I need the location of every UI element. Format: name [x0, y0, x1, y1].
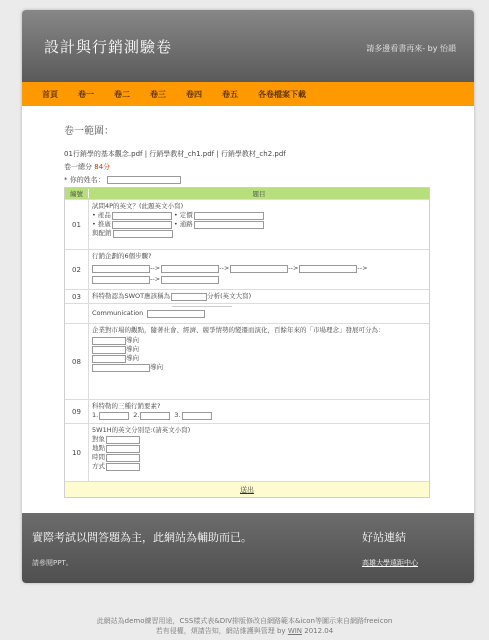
question-body — [89, 424, 429, 481]
page-container — [22, 10, 474, 583]
q1-input-place[interactable] — [194, 221, 264, 229]
q1-label-promotion: • 推廣 — [92, 220, 111, 228]
header-no: 編號 — [65, 189, 89, 198]
q1-input-price[interactable] — [194, 212, 264, 220]
question-prompt: 試問4P的英文？(此題英文小寫) — [92, 202, 184, 210]
table-row — [65, 249, 429, 289]
submit-button[interactable]: 送出 — [240, 485, 254, 494]
q1-label-price: • 定價 — [173, 211, 193, 219]
q2-step-1[interactable] — [92, 265, 150, 273]
q10-input-3[interactable] — [106, 454, 140, 462]
footer-line-2 — [0, 626, 489, 636]
footer-line-1: 此網站為demo練習用途，CSS樣式表&DIV排版修改自網路範本&icon等圖示來自網路freeicon — [96, 617, 393, 625]
q8-suffix: 導向 — [126, 345, 139, 353]
footer-line-2a: 若有侵權，煩請告知，網站維護與管理 by — [155, 627, 288, 635]
nav-vol2[interactable]: 卷二 — [114, 89, 130, 99]
file-link-3[interactable]: 行銷學教材_ch2.pdf — [220, 150, 286, 158]
question-no: 10 — [65, 424, 89, 481]
q1-label-product: • 產品 — [92, 211, 111, 219]
question-body — [89, 304, 429, 323]
nav-vol4[interactable]: 卷四 — [186, 89, 202, 99]
q2-step-2[interactable] — [161, 265, 219, 273]
q8-input-3[interactable] — [92, 355, 126, 363]
q2-step-3[interactable] — [230, 265, 288, 273]
footer-line-2c: 2012.04 — [302, 627, 334, 635]
q3-prompt-b: 分析(英文大寫) — [207, 292, 252, 300]
q10-input-2[interactable] — [106, 445, 140, 453]
question-prompt: 行銷企劃的6個步驟? — [92, 252, 152, 260]
q3-input[interactable] — [171, 293, 207, 301]
q3-prompt-a: 科特勒認為SWOT應該稱為 — [92, 292, 171, 300]
q9-label-3: 3. — [174, 411, 181, 419]
question-prompt: 科特勒的三種行銷要素? — [92, 402, 161, 410]
q10-label-1: 對象 — [92, 435, 105, 443]
arrow-text: --> — [357, 264, 368, 272]
header-question: 題目 — [252, 190, 266, 198]
quiz-table — [64, 187, 430, 498]
nav-downloads[interactable]: 各卷檔案下載 — [258, 89, 306, 99]
main-content — [22, 106, 474, 518]
arrow-text: --> — [219, 264, 230, 272]
q8-suffix: 導向 — [150, 363, 163, 371]
main-nav — [22, 82, 474, 106]
score-label: 卷一總分 — [64, 163, 92, 171]
nav-vol5[interactable]: 卷五 — [222, 89, 238, 99]
nav-home[interactable]: 首頁 — [42, 89, 58, 99]
question-body — [89, 200, 429, 249]
q1-label-place: • 通路 — [173, 220, 193, 228]
q10-input-1[interactable] — [106, 436, 140, 444]
question-no — [65, 304, 89, 323]
bottom-ppt-note: 請參閱PPT。 — [32, 559, 73, 567]
question-body — [89, 400, 429, 423]
submit-row — [65, 481, 429, 497]
q2-step-4[interactable] — [299, 265, 357, 273]
q8-suffix: 導向 — [126, 354, 139, 362]
footer-author-link[interactable]: WIN — [287, 627, 303, 635]
q9-label-1: 1. — [92, 411, 99, 419]
page-footer — [0, 616, 489, 636]
comm-label: Communication — [92, 309, 144, 317]
link-nuk-distance[interactable]: 高雄大學遠距中心 — [362, 559, 418, 567]
question-prompt: 企業對市場的觀點，隨著社會、經濟、競爭情勢的變遷而演化，百餘年來的「市場理念」發展可分為： — [92, 326, 385, 334]
site-header — [22, 10, 474, 82]
q2-step-6[interactable] — [161, 276, 219, 284]
q9-input-3[interactable] — [182, 412, 212, 420]
question-body — [89, 324, 429, 399]
table-header — [65, 188, 429, 199]
q1-input-distribution[interactable] — [113, 230, 173, 238]
question-prompt: 5W1H的英文分別是:(請英文小寫) — [92, 426, 191, 434]
q9-input-1[interactable] — [99, 412, 129, 420]
q9-label-2: 2. — [133, 411, 140, 419]
arrow-text: --> — [150, 275, 161, 283]
score-value: 84分 — [94, 163, 111, 171]
score-line — [64, 162, 430, 172]
question-no: 09 — [65, 400, 89, 423]
arrow-text: --> — [288, 264, 299, 272]
table-row — [65, 303, 429, 323]
question-body — [89, 250, 429, 289]
q8-input-4[interactable] — [92, 364, 150, 372]
arrow-text: --> — [150, 264, 161, 272]
q1-input-promotion[interactable] — [112, 221, 172, 229]
question-no: 02 — [65, 250, 89, 289]
nav-vol3[interactable]: 卷三 — [150, 89, 166, 99]
q10-label-2: 地點 — [92, 444, 105, 452]
divider — [172, 306, 232, 307]
question-no: 03 — [65, 290, 89, 303]
q8-input-1[interactable] — [92, 337, 126, 345]
q8-input-2[interactable] — [92, 346, 126, 354]
q10-label-4: 方式 — [92, 462, 105, 470]
bottom-slogan: 實際考試以問答題為主，此網站為輔助而已。 — [32, 531, 252, 544]
q10-input-4[interactable] — [106, 463, 140, 471]
bottom-banner — [22, 513, 474, 583]
name-row — [64, 175, 430, 185]
file-link-1[interactable]: 01行銷學的基本觀念.pdf — [64, 150, 143, 158]
question-no: 01 — [65, 200, 89, 249]
name-label: * 你的姓名： — [64, 176, 105, 184]
q10-label-3: 時間 — [92, 453, 105, 461]
site-subtitle: 請多邊看書再來- by 怡韻 — [366, 44, 456, 53]
file-link-2[interactable]: 行銷學教材_ch1.pdf — [149, 150, 215, 158]
question-no: 08 — [65, 324, 89, 399]
q1-label-distribution: 與配銷 — [92, 229, 112, 237]
links-title: 好站連結 — [362, 531, 406, 544]
nav-vol1[interactable]: 卷一 — [78, 89, 94, 99]
file-links: 01行銷學的基本觀念.pdf | 行銷學教材_ch1.pdf | 行銷學教材_ch2.pdf — [64, 150, 286, 158]
section-title: 卷一範圍： — [64, 126, 114, 137]
name-input[interactable] — [107, 176, 181, 184]
table-row — [65, 289, 429, 303]
q2-step-5[interactable] — [92, 276, 150, 284]
q9-input-2[interactable] — [140, 412, 170, 420]
q1-input-product[interactable] — [112, 212, 172, 220]
table-row — [65, 323, 429, 399]
table-row — [65, 423, 429, 481]
table-row — [65, 399, 429, 423]
q8-suffix: 導向 — [126, 336, 139, 344]
table-row — [65, 199, 429, 249]
question-body — [89, 290, 429, 303]
site-title: 設計與行銷測驗卷 — [44, 38, 173, 56]
comm-input[interactable] — [147, 310, 205, 318]
